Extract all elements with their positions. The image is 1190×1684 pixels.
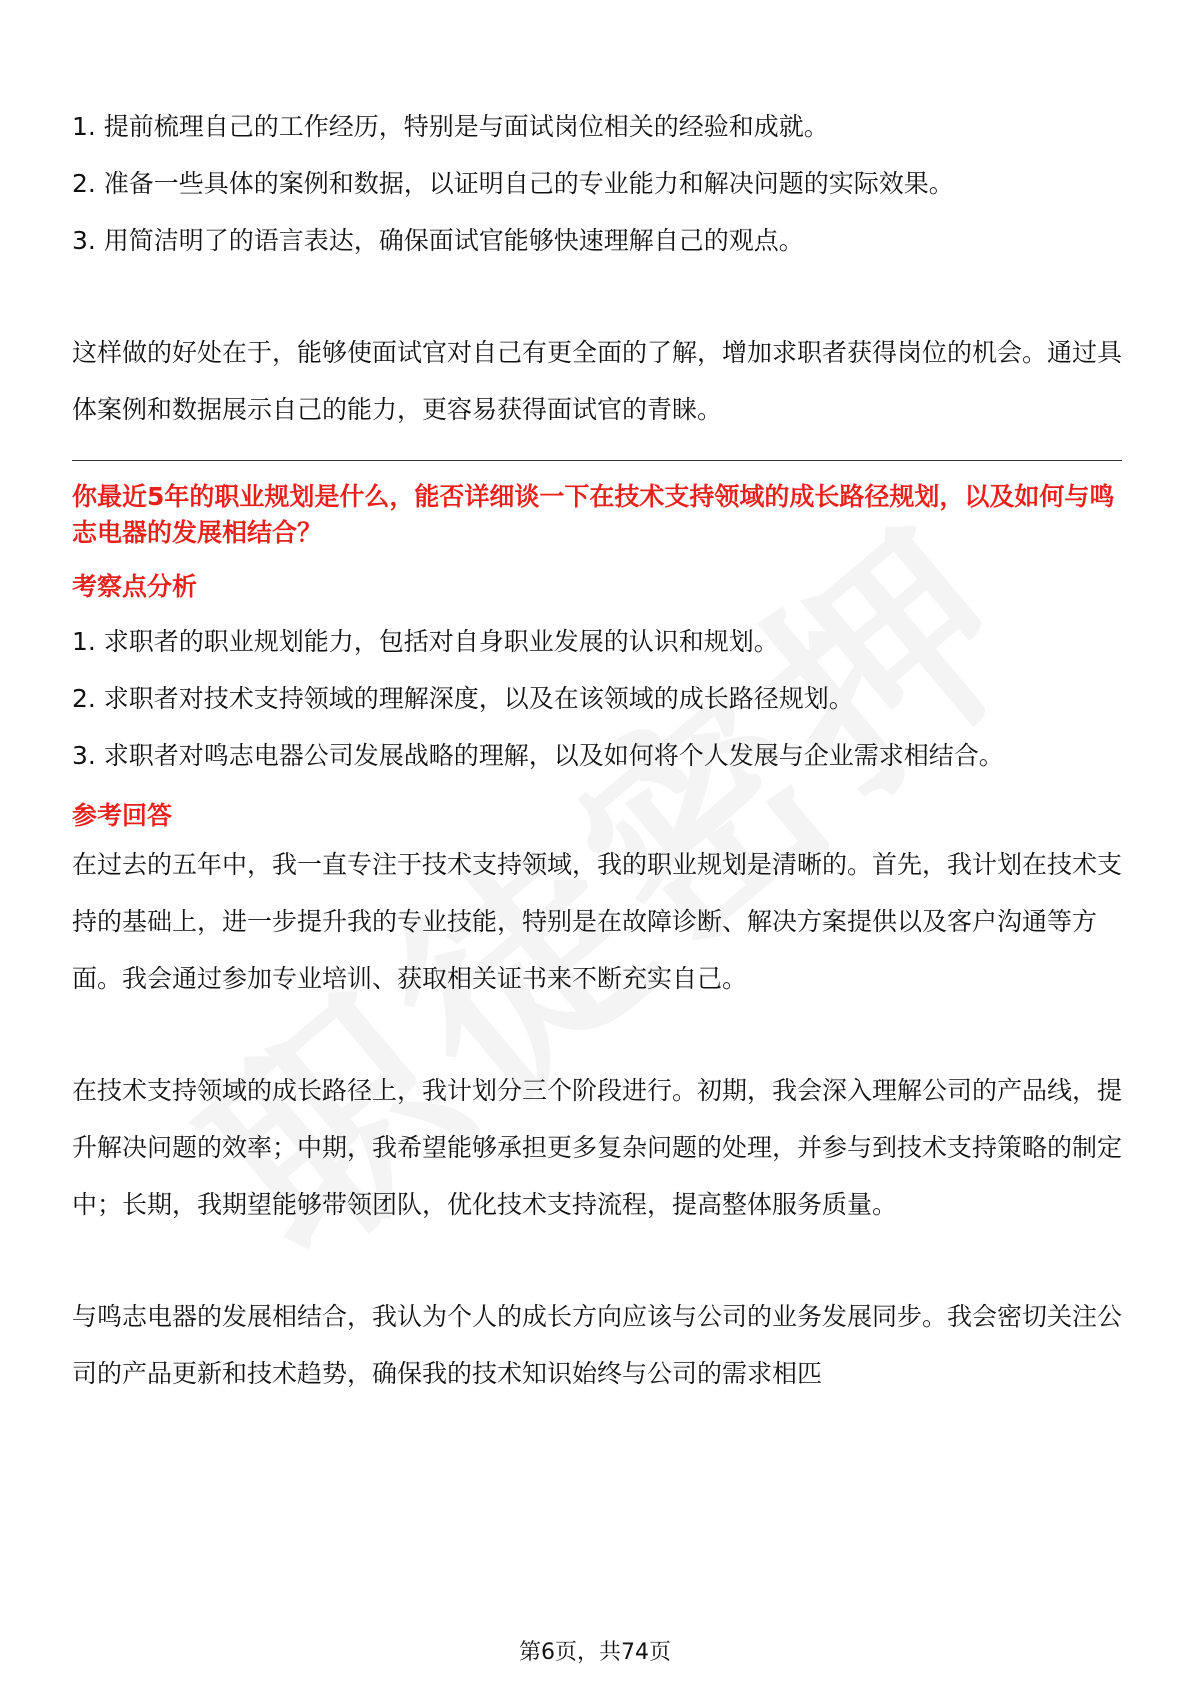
answer-paragraph: 与鸣志电器的发展相结合，我认为个人的成长方向应该与公司的业务发展同步。我会密切关注公司的产品更新和技术趋势，确保我的技术知识始终与公司的需求相匹 xyxy=(72,1302,1123,1388)
document-body xyxy=(72,0,1122,1402)
list-item: 2. 准备一些具体的案例和数据，以证明自己的专业能力和解决问题的实际效果。 xyxy=(72,169,954,198)
list-item: 1. 提前梳理自己的工作经历，特别是与面试岗位相关的经验和成就。 xyxy=(72,112,829,141)
analysis-heading: 考察点分析 xyxy=(72,572,198,601)
list-item: 1. 求职者的职业规划能力，包括对自身职业发展的认识和规划。 xyxy=(72,627,779,656)
list-item: 2. 求职者对技术支持领域的理解深度，以及在该领域的成长路径规划。 xyxy=(72,684,854,713)
page-number: 第6页，共74页 xyxy=(519,1640,671,1665)
section-divider xyxy=(72,460,1122,461)
intro-list xyxy=(72,98,1122,269)
answer-paragraph: 在技术支持领域的成长路径上，我计划分三个阶段进行。初期，我会深入理解公司的产品线，提升解决问题的效率；中期，我希望能够承担更多复杂问题的处理，并参与到技术支持策略的制定中；长期，我期望能够带领团队，优化技术支持流程，提高整体服务质量。 xyxy=(72,1076,1123,1219)
answer-heading: 参考回答 xyxy=(72,801,173,830)
intro-paragraph: 这样做的好处在于，能够使面试官对自己有更全面的了解，增加求职者获得岗位的机会。通过具体案例和数据展示自己的能力，更容易获得面试官的青睐。 xyxy=(72,338,1123,424)
question-title: 你最近5年的职业规划是什么，能否详细谈一下在技术支持领域的成长路径规划，以及如何与鸣志电器的发展相结合？ xyxy=(72,482,1115,547)
list-item: 3. 用简洁明了的语言表达，确保面试官能够快速理解自己的观点。 xyxy=(72,226,804,255)
answer-paragraph: 在过去的五年中，我一直专注于技术支持领域，我的职业规划是清晰的。首先，我计划在技术支持的基础上，进一步提升我的专业技能，特别是在故障诊断、解决方案提供以及客户沟通等方面。我会通过参加专业培训、获取相关证书来不断充实自己。 xyxy=(72,850,1123,993)
analysis-list xyxy=(72,613,1122,784)
list-item: 3. 求职者对鸣志电器公司发展战略的理解，以及如何将个人发展与企业需求相结合。 xyxy=(72,741,1004,770)
